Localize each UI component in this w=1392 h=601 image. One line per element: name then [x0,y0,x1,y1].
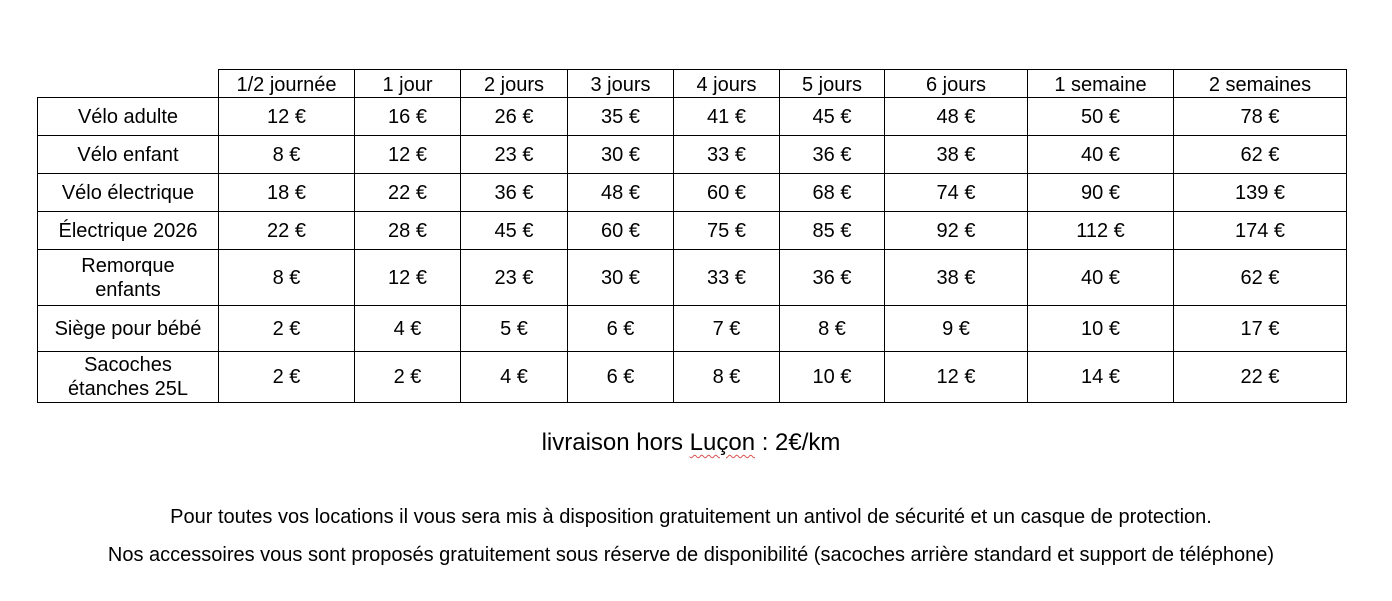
price-cell: 38 € [885,250,1028,306]
column-header: 1/2 journée [219,70,355,98]
price-cell: 23 € [461,250,568,306]
price-cell: 50 € [1028,98,1174,136]
price-cell: 36 € [461,174,568,212]
price-cell: 38 € [885,136,1028,174]
price-cell: 112 € [1028,212,1174,250]
price-cell: 33 € [674,250,780,306]
price-cell: 62 € [1174,250,1347,306]
price-cell: 35 € [568,98,674,136]
price-cell: 2 € [219,306,355,352]
price-cell: 30 € [568,136,674,174]
table-row [38,212,1347,250]
price-cell: 8 € [219,136,355,174]
price-cell: 40 € [1028,250,1174,306]
price-cell: 6 € [568,352,674,403]
price-cell: 17 € [1174,306,1347,352]
price-cell: 90 € [1028,174,1174,212]
price-cell: 9 € [885,306,1028,352]
price-cell: 12 € [355,250,461,306]
price-cell: 10 € [1028,306,1174,352]
price-cell: 33 € [674,136,780,174]
row-label-line: enfants [95,278,161,301]
table-row [38,174,1347,212]
pricing-table [37,69,1347,403]
price-cell: 41 € [674,98,780,136]
price-cell: 4 € [461,352,568,403]
price-cell: 14 € [1028,352,1174,403]
table-row [38,98,1347,136]
price-cell: 6 € [568,306,674,352]
price-cell: 85 € [780,212,885,250]
price-cell: 12 € [355,136,461,174]
price-cell: 28 € [355,212,461,250]
row-label: Électrique 2026 [38,212,219,250]
price-cell: 2 € [219,352,355,403]
price-cell: 23 € [461,136,568,174]
price-cell: 75 € [674,212,780,250]
table-row [38,250,1347,306]
header-row [38,70,1347,98]
price-cell: 45 € [780,98,885,136]
price-cell: 78 € [1174,98,1347,136]
price-cell: 139 € [1174,174,1347,212]
price-cell: 48 € [885,98,1028,136]
price-cell: 26 € [461,98,568,136]
price-cell: 2 € [355,352,461,403]
price-cell: 60 € [674,174,780,212]
row-label: Vélo enfant [38,136,219,174]
price-cell: 60 € [568,212,674,250]
price-cell: 22 € [1174,352,1347,403]
row-label-line: Sacoches [84,354,172,376]
price-cell: 45 € [461,212,568,250]
price-cell: 48 € [568,174,674,212]
column-header: 2 semaines [1174,70,1347,98]
column-header: 4 jours [674,70,780,98]
price-cell: 68 € [780,174,885,212]
row-label [38,352,219,403]
column-header: 3 jours [568,70,674,98]
price-cell: 12 € [219,98,355,136]
price-cell: 8 € [780,306,885,352]
table-row [38,352,1347,403]
price-cell: 18 € [219,174,355,212]
price-cell: 30 € [568,250,674,306]
price-cell: 8 € [674,352,780,403]
table-row [38,306,1347,352]
price-cell: 22 € [355,174,461,212]
price-cell: 92 € [885,212,1028,250]
column-header: 6 jours [885,70,1028,98]
row-label: Vélo adulte [38,98,219,136]
column-header: 2 jours [461,70,568,98]
row-label: Vélo électrique [38,174,219,212]
column-header: 1 semaine [1028,70,1174,98]
price-cell: 16 € [355,98,461,136]
column-header: 5 jours [780,70,885,98]
price-cell: 22 € [219,212,355,250]
column-header: 1 jour [355,70,461,98]
price-cell: 5 € [461,306,568,352]
delivery-note [0,428,1382,458]
empty-corner-cell [38,70,219,98]
row-label: Siège pour bébé [38,306,219,352]
price-cell: 7 € [674,306,780,352]
delivery-suffix: : 2€/km [755,429,841,456]
price-cell: 8 € [219,250,355,306]
row-label [38,250,219,306]
row-label-line: Remorque [81,254,175,277]
delivery-prefix: livraison hors [541,429,690,456]
price-cell: 62 € [1174,136,1347,174]
delivery-place: Luçon [689,429,756,456]
price-cell: 36 € [780,136,885,174]
info-note-security: Pour toutes vos locations il vous sera mis à disposition gratuitement un antivol de sécurité et un casque de protection. [170,506,1212,528]
info-note-accessories: Nos accessoires vous sont proposés gratuitement sous réserve de disponibilité (sacoches arrière standard et support de téléphone) [107,544,1275,566]
price-cell: 10 € [780,352,885,403]
price-cell: 174 € [1174,212,1347,250]
price-cell: 12 € [885,352,1028,403]
price-cell: 40 € [1028,136,1174,174]
row-label-line: étanches 25L [67,378,189,400]
price-cell: 4 € [355,306,461,352]
table-row [38,136,1347,174]
price-cell: 36 € [780,250,885,306]
price-cell: 74 € [885,174,1028,212]
